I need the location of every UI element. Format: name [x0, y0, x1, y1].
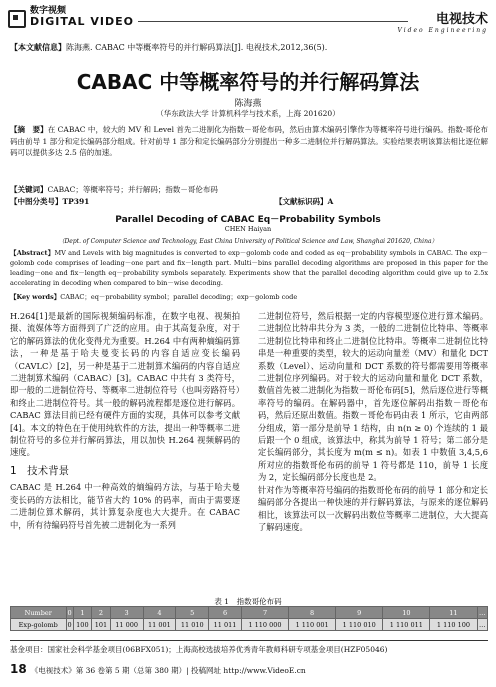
- abstract-label: 【摘 要】: [10, 125, 48, 134]
- table-header-row: [11, 607, 488, 619]
- citation-label: 【本文献信息】: [10, 43, 66, 52]
- page-header: [8, 6, 488, 36]
- table-cell: 11: [430, 607, 477, 619]
- table-cell: 2: [92, 607, 111, 619]
- section-title: 1 技术背景: [10, 464, 70, 477]
- table-cell: 1 110 010: [336, 619, 383, 631]
- table-cell: 100: [73, 619, 92, 631]
- table-cell: 0: [67, 620, 72, 629]
- right-column: [258, 310, 488, 533]
- background-paragraph: CABAC 是 H.264 中一种高效的熵编码方法，与基于哈夫曼变长码的方法相比，能节省大约 10% 的码率，而由于需要逐二进制位算术解码，其计算复杂度也大大提升。在 CABAC 中，所有待编码符号首先被二进制化为一系列: [10, 482, 240, 530]
- table-cell: 0: [67, 608, 72, 617]
- table-cell: 9: [336, 607, 383, 619]
- table-cell: 10: [383, 607, 430, 619]
- keywords: [10, 184, 488, 195]
- table-cell: 101: [92, 619, 111, 631]
- section-en: Video Engineering: [397, 27, 488, 34]
- table-cell: 5: [176, 607, 209, 619]
- exp-golomb-table: [10, 606, 488, 631]
- english-abstract-text: MV and Levels with big magnitudes is converted to exp－golomb code and coded as eq－probability symbols in CABAC. The exp－golomb code comprises of leading－one part and fix－length part. Multi－bins parallel decoding algorithms are proposed in this paper for the leading－one and fix－length eq－probability symbols separately. Experiments show that the parallel decoding algorithm could give up to 2.5x accelerating in decoding when compared to bin－wise decoding.: [10, 249, 488, 287]
- background-paragraph-cont: 二进制位符号，然后根据一定的内容模型逐位进行算术编码。二进制位比特串共分为 3 类，一般的二进制位比特串、等概率二进制位比特串和终止二进制位比特串。等概率二进制位比特串是一种重要的类型，较大的运动向量差（MV）和量化 DCT 系数（Level）、运动向量和 DCT 系数的符号都需要用等概率二进制位序列编码。对于较大的运动向量和量化 DCT 系数，数值首先被二进制化为指数－哥伦布码[5]，然后逐位进行等概率符号的编码。在解码器中，首先逐位解码出指数－哥伦布码，然后还原出数值。指数－哥伦布码由表 1 所示，它由两部分组成，第一部分是前导 1 结构，由 n(n ≥ 0) 个连续的 1 最后跟一个 0 组成，该算法中，称其为前导 1 符号；第二部分是定长编码部分，其长度为 m(m ≤ n)。如表 1 中数值 3,4,5,6 所对应的指数哥伦布码的前导 1 符号都是 110，前导 1 长度为 2，定长编码部分长度也是 2。: [258, 311, 488, 483]
- classification: [10, 196, 488, 207]
- table-cell: 1 110 000: [241, 619, 288, 631]
- table-caption: 表 1 指数哥伦布码: [214, 597, 282, 606]
- table-cell: 11 000: [110, 619, 143, 631]
- table-cell: 11 010: [176, 619, 209, 631]
- header-rule: [138, 21, 408, 22]
- keywords-text: CABAC；等概率符号；并行解码；指数－哥伦布码: [47, 185, 218, 194]
- abstract-text: 在 CABAC 中，较大的 MV 和 Level 首先二进制化为指数－哥伦布码，然后由算术编码引擎作为等概率符号进行编码。指数-哥伦布码由前导 1 部分和定长编码部分组成。针对前导 1 部分和定长编码部分分别提出一种多二进制位并行解码算法。实验结果表明该算法相比逐位解码可以提供多达 2.5 倍的加速。: [10, 125, 489, 157]
- english-keywords-label: 【Key words】: [10, 293, 61, 301]
- method-paragraph: 针对作为等概率符号编码的指数哥伦布码的前导 1 部分和定长编码部分各提出一种快速的并行解码算法，与原来的逐位解码相比，该算法可以一次解码出数位等概率二进制位，大大提高了解码速度。: [258, 484, 488, 532]
- paper-author: 陈海燕: [234, 99, 262, 109]
- table-cell: 8: [289, 607, 336, 619]
- table-cell: 1 110 011: [383, 619, 430, 631]
- journal-logo: [8, 6, 134, 28]
- clc-code: 【中图分类号】TP391: [10, 197, 90, 206]
- table-cell: 1 110 100: [430, 619, 477, 631]
- table-cell: …: [479, 620, 486, 629]
- table-cell: 4: [143, 607, 176, 619]
- table-cell: 11 011: [209, 619, 242, 631]
- section-label: [397, 8, 488, 34]
- intro-paragraph: H.264[1]是最新的国际视频编码标准，在数字电视、视频拍摄、流媒体等方面得到了广泛的应用。由于其高复杂度，对于它的解码算法的优化变得尤为重要。H.264 中有两种熵编码算法，一种是基于哈夫曼变长码的内容自适应变长编码（CAVLC）[2]，另一种是基于二进制算术编码的内容自适应二进制算术编码（CABAC）[3]。CABAC 中共有 3 类符号，即一般的二进制位符号、等概率二进制位符号（也叫旁路符号）和终止二进制位符号。其一般的解码流程都是逐位进行解码。CABAC 算法目前已经有硬件方面的实现，具体可以参考文献[4]。本文的特色在于使用纯软件的方法，提出一种等概率二进制位符号的多位并行解码算法，用以加快 H.264 视频解码的速度。: [10, 311, 240, 458]
- logo-zh: 数字视频: [30, 6, 67, 16]
- funding-note: 基金项目：国家社会科学基金项目(06BFX051)；上海高校选拔培养优秀青年教师科研专项基金项目(HZF05046): [10, 640, 488, 655]
- logo-icon: [8, 10, 26, 28]
- paper-affiliation: （华东政法大学 计算机科学与技术系，上海 201620）: [156, 109, 340, 118]
- english-abstract: [10, 248, 488, 288]
- page-number: 18: [10, 662, 27, 676]
- logo-en: DIGITAL VIDEO: [30, 15, 134, 28]
- table-cell: 6: [209, 607, 242, 619]
- table-cell: 11 001: [143, 619, 176, 631]
- page-footer: [10, 662, 488, 676]
- english-keywords: [10, 292, 488, 301]
- paper-title: CABAC 中等概率符号的并行解码算法: [76, 70, 420, 94]
- left-column: [10, 310, 240, 531]
- keywords-label: 【关键词】: [10, 185, 48, 194]
- table-row: [11, 619, 488, 631]
- doc-code: 【文献标识码】A: [275, 197, 334, 206]
- table-cell: …: [479, 608, 486, 617]
- footer-text: 《电视技术》第 36 卷第 5 期（总第 380 期）| 投稿网址 http://www.VideoE.cn: [30, 666, 306, 675]
- table-cell: 1: [73, 607, 92, 619]
- table-cell: 1 110 001: [289, 619, 336, 631]
- citation-text: 陈海燕. CABAC 中等概率符号的并行解码算法[J]. 电视技术,2012,36(5).: [66, 43, 328, 52]
- citation: [10, 42, 488, 53]
- table-cell: 3: [110, 607, 143, 619]
- table-row-label: Exp-golomb: [11, 619, 67, 631]
- table-row-label: Number: [11, 607, 67, 619]
- english-affiliation: （Dept. of Computer Science and Technology, East China University of Political Science and Law, Shanghai 201620, China）: [58, 238, 438, 245]
- english-abstract-label: 【Abstract】: [10, 249, 55, 257]
- english-title: Parallel Decoding of CABAC Eq－Probability Symbols: [115, 215, 381, 225]
- section-zh: 电视技术: [435, 12, 488, 27]
- table-cell: 7: [241, 607, 288, 619]
- abstract: [10, 124, 488, 159]
- english-author: CHEN Haiyan: [224, 225, 272, 233]
- english-keywords-text: CABAC；eq－probability symbol；parallel decoding；exp－golomb code: [60, 293, 298, 301]
